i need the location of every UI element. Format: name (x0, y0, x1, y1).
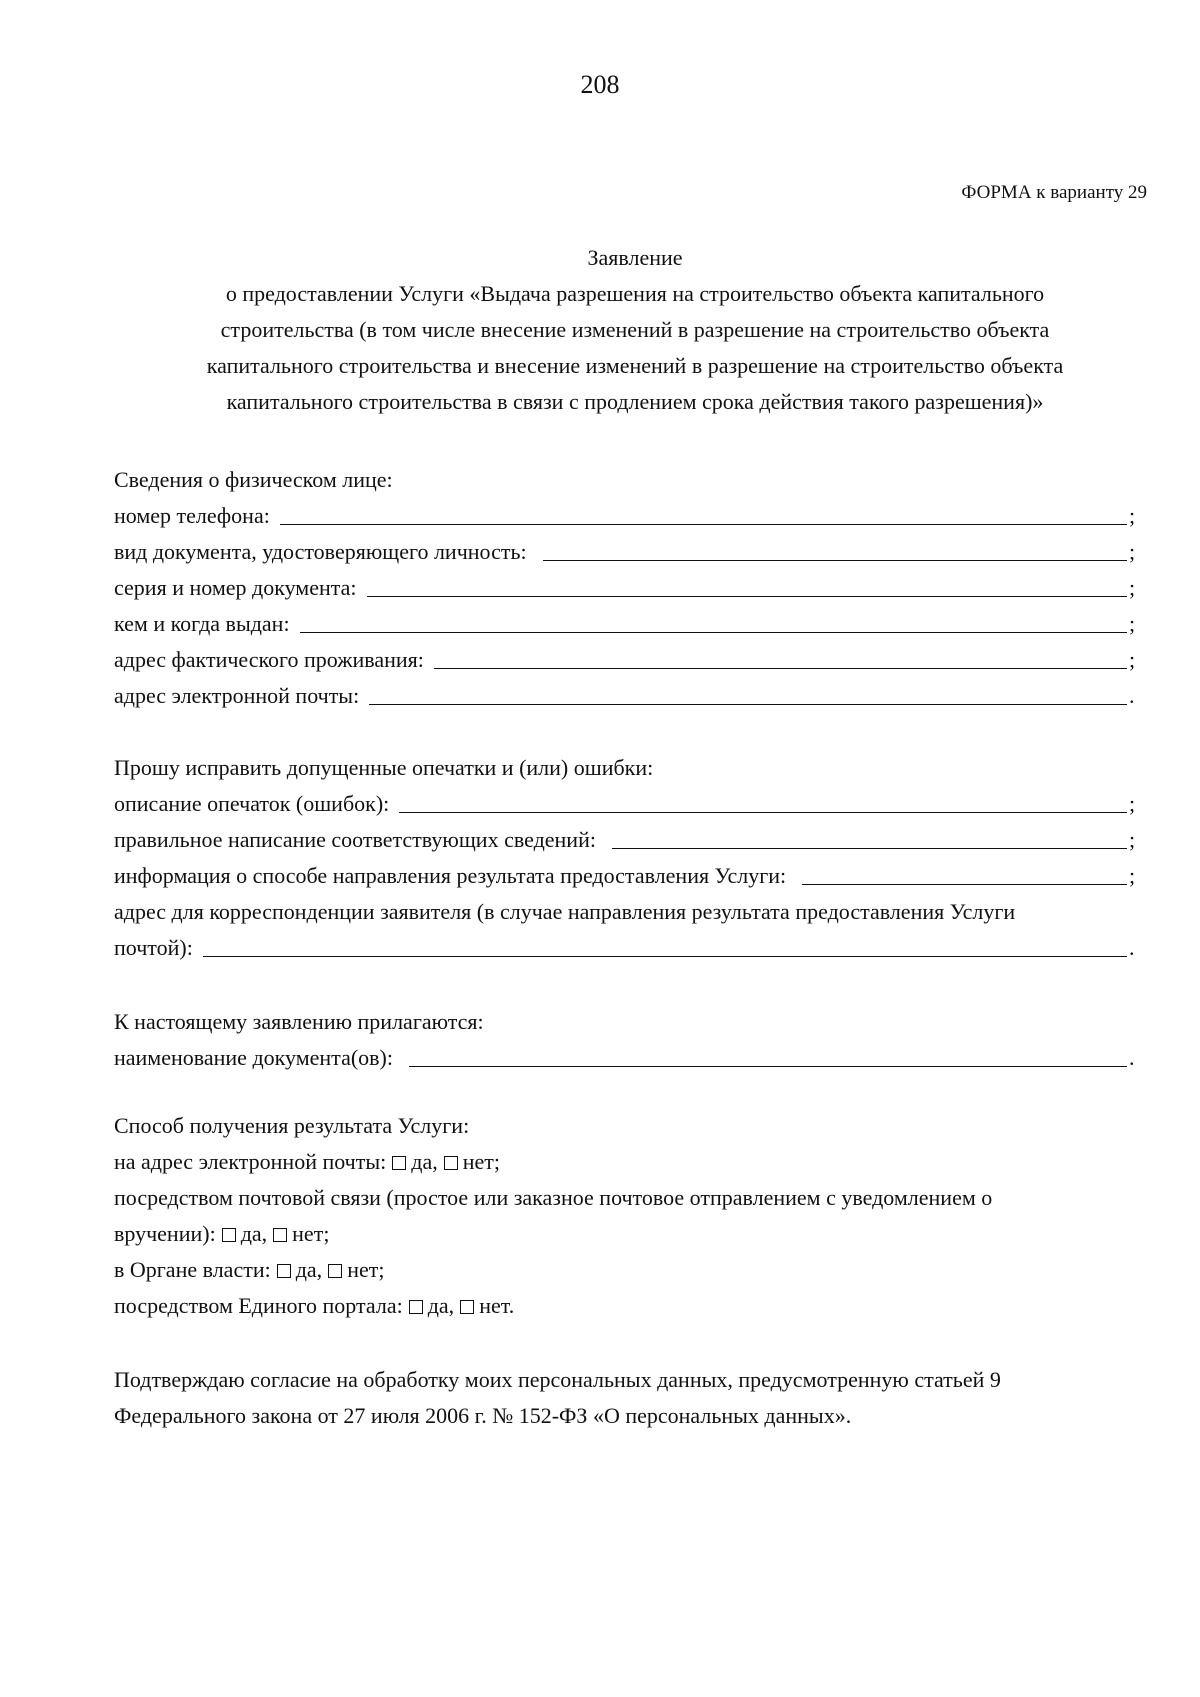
yes-checkbox[interactable] (392, 1156, 406, 1170)
field-terminator: ; (1129, 611, 1136, 636)
delivery-option-authority (114, 1252, 1139, 1288)
delivery-method-info-input-line[interactable] (802, 858, 1127, 885)
delivery-header: Способ получения результата Услуги: (114, 1113, 470, 1138)
option-label: вручении): (114, 1221, 216, 1246)
typo-description-row (114, 786, 1139, 822)
id-document-type-row (114, 534, 1139, 570)
residence-address-row (114, 642, 1139, 678)
field-terminator: . (1129, 1045, 1135, 1070)
no-checkbox[interactable] (460, 1300, 474, 1314)
title-line: строительства (в том числе внесение изменений в разрешение на строительство объекта (220, 317, 1050, 342)
title-line: о предоставлении Услуги «Выдача разрешения на строительство объекта капитального (225, 281, 1045, 306)
correspondence-address-label-end: почтой): (114, 935, 193, 960)
person-header: Сведения о физическом лице: (114, 467, 393, 492)
email-label: адрес электронной почты: (114, 683, 360, 708)
option-terminator: ; (323, 1221, 330, 1246)
form-label: ФОРМА к варианту 29 (961, 182, 1147, 203)
id-document-type-label: вид документа, удостоверяющего личность: (114, 539, 527, 564)
person-section (114, 462, 1139, 714)
corrections-header: Прошу исправить допущенные опечатки и (или) ошибки: (114, 755, 654, 780)
yes-label: да, (411, 1149, 438, 1174)
option-terminator: ; (378, 1257, 385, 1282)
correct-spelling-input-line[interactable] (612, 822, 1127, 849)
option-label: в Органе власти: (114, 1257, 271, 1282)
no-checkbox[interactable] (444, 1156, 458, 1170)
field-terminator: ; (1129, 539, 1136, 564)
no-label: нет (462, 1149, 494, 1174)
typo-description-input-line[interactable] (399, 786, 1127, 813)
no-label: нет (479, 1293, 509, 1318)
correspondence-address-input-line[interactable] (203, 930, 1127, 957)
residence-address-label: адрес фактического проживания: (114, 647, 424, 672)
option-label: посредством Единого портала: (114, 1293, 403, 1318)
delivery-section (114, 1108, 1139, 1324)
delivery-method-info-row (114, 858, 1139, 894)
issued-by-label: кем и когда выдан: (114, 611, 290, 636)
field-terminator: . (1129, 935, 1135, 960)
phone-input-line[interactable] (280, 498, 1127, 525)
yes-checkbox[interactable] (409, 1300, 423, 1314)
email-row (114, 678, 1139, 714)
attachments-section (114, 1004, 1139, 1076)
form-body (114, 462, 1139, 1434)
option-terminator: . (508, 1293, 515, 1318)
corrections-section (114, 750, 1139, 966)
issued-by-input-line[interactable] (300, 606, 1127, 633)
typo-description-label: описание опечаток (ошибок): (114, 791, 390, 816)
field-terminator: ; (1129, 575, 1136, 600)
email-input-line[interactable] (369, 678, 1127, 705)
option-label: на адрес электронной почты: (114, 1149, 387, 1174)
residence-address-input-line[interactable] (434, 642, 1127, 669)
field-terminator: ; (1129, 503, 1136, 528)
no-label: нет (292, 1221, 324, 1246)
yes-label: да, (427, 1293, 455, 1318)
delivery-method-info-label: информация о способе направления результата предоставления Услуги: (114, 863, 787, 888)
attachment-names-row (114, 1040, 1139, 1076)
correct-spelling-row (114, 822, 1139, 858)
delivery-option-post (114, 1216, 1139, 1252)
title-line: капитального строительства в связи с продлением срока действия такого разрешения)» (226, 389, 1044, 414)
id-document-type-input-line[interactable] (543, 534, 1127, 561)
title-heading: Заявление (587, 245, 683, 270)
yes-label: да, (240, 1221, 268, 1246)
consent-line: Федерального закона от 27 июля 2006 г. № 152-ФЗ «О персональных данных». (114, 1403, 852, 1428)
phone-label: номер телефона: (114, 503, 270, 528)
document-number-row (114, 570, 1139, 606)
consent-paragraph (114, 1362, 1139, 1434)
delivery-option-post-line1: посредством почтовой связи (простое или заказное почтовое отправлением с уведомлением о (114, 1185, 993, 1210)
delivery-option-portal (114, 1288, 1139, 1324)
yes-checkbox[interactable] (222, 1228, 236, 1242)
correspondence-address-row (114, 930, 1139, 966)
option-terminator: ; (493, 1149, 500, 1174)
field-terminator: . (1129, 683, 1135, 708)
yes-checkbox[interactable] (277, 1264, 291, 1278)
title-line: капитального строительства и внесение изменений в разрешение на строительство объекта (206, 353, 1064, 378)
no-label: нет (347, 1257, 379, 1282)
correct-spelling-label: правильное написание соответствующих сведений: (114, 827, 596, 852)
page-number: 208 (580, 70, 620, 99)
document-number-input-line[interactable] (367, 570, 1127, 597)
no-checkbox[interactable] (273, 1228, 287, 1242)
document-number-label: серия и номер документа: (114, 575, 357, 600)
document-title (130, 240, 1140, 420)
field-terminator: ; (1129, 647, 1136, 672)
attachment-names-label: наименование документа(ов): (114, 1045, 393, 1070)
attachments-header: К настоящему заявлению прилагаются: (114, 1009, 484, 1034)
field-terminator: ; (1129, 863, 1136, 888)
correspondence-address-label: адрес для корреспонденции заявителя (в случае направления результата предоставления Услуги (114, 899, 1016, 924)
field-terminator: ; (1129, 827, 1136, 852)
attachment-names-input-line[interactable] (409, 1040, 1127, 1067)
consent-line: Подтверждаю согласие на обработку моих персональных данных, предусмотренную статьей 9 (114, 1367, 1001, 1392)
yes-label: да, (295, 1257, 323, 1282)
no-checkbox[interactable] (328, 1264, 342, 1278)
phone-field-row (114, 498, 1139, 534)
delivery-option-email (114, 1144, 1139, 1180)
field-terminator: ; (1129, 791, 1136, 816)
issued-by-row (114, 606, 1139, 642)
